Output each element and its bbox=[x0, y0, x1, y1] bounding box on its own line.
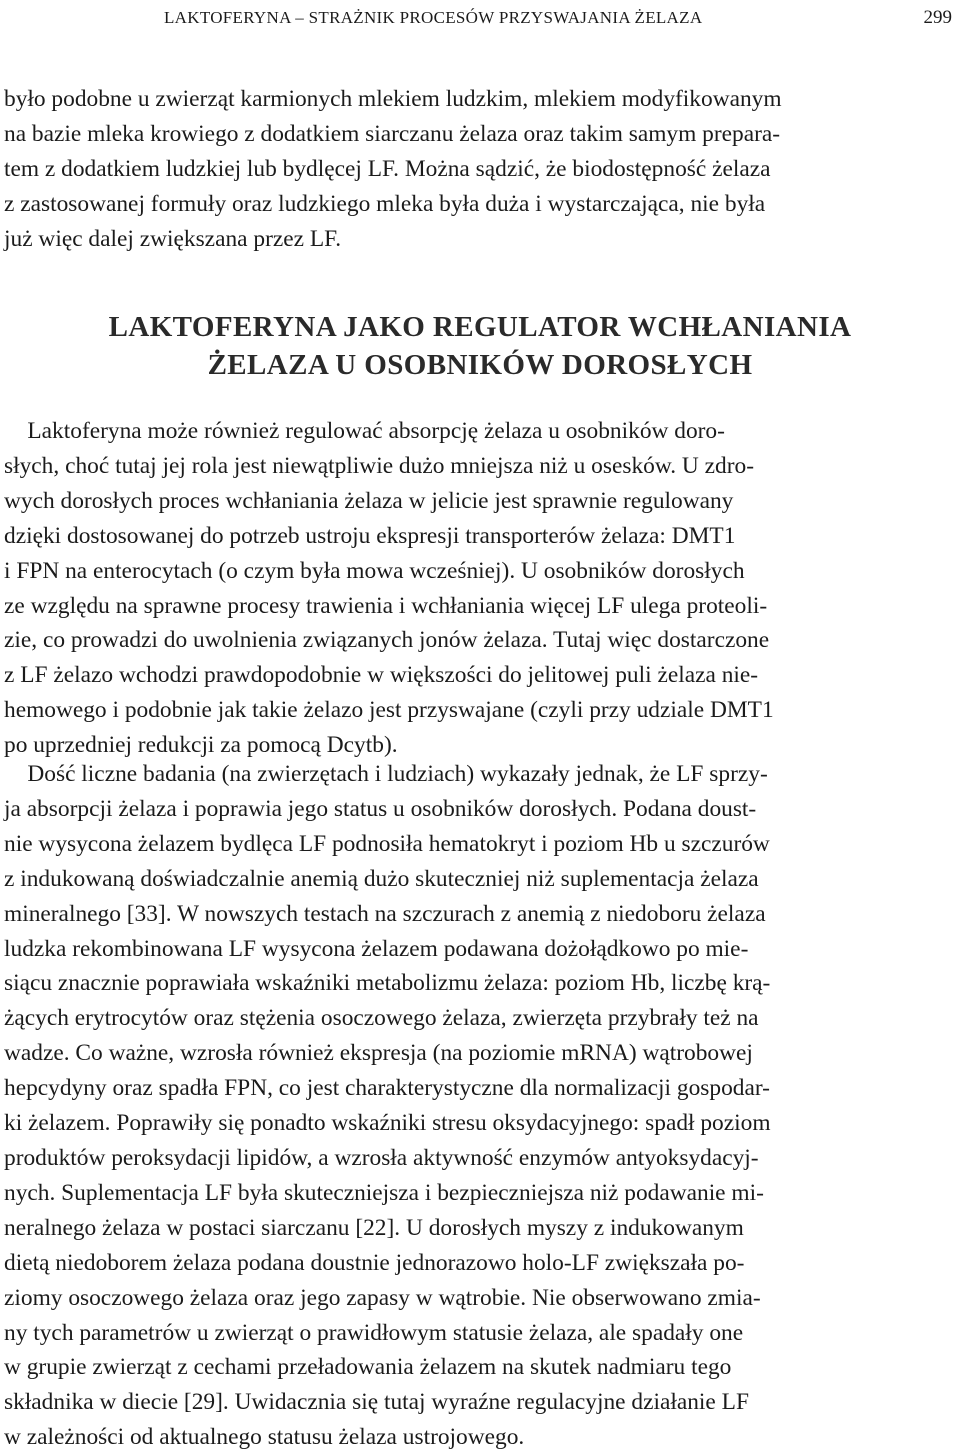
section-heading bbox=[0, 308, 960, 384]
page-number: 299 bbox=[923, 7, 952, 28]
running-header-title: LAKTOFERYNA – STRAŻNIK PROCESÓW PRZYSWAJANIA ŻELAZA bbox=[164, 8, 703, 27]
paragraph-1: Laktoferyna może również regulować absorpcję żelaza u osobników doro- słych, choć tutaj jej rola jest niewątpliwie dużo mniejsza niż u osesków. U zdro- wych dorosłych proces wchłaniania żelaza w jelicie jest sprawnie regulowany dzięki dostosowanej do potrzeb ustroju ekspresji transporterów żelaza: DMT1 i FPN na enterocytach (o czym była mowa wcześniej). U osobników dorosłych ze względu na sprawne procesy trawienia i wchłaniania więcej LF ulega proteoli- zie, co prowadzi do uwolnienia związanych jonów żelaza. Tutaj więc dostarczone z LF żelazo wchodzi prawdopodobnie w większości do jelitowej puli żelaza nie- hemowego i podobnie jak takie żelazo jest przyswajane (czyli przy udziale DMT1 po uprzedniej redukcji za pomocą Dcytb). bbox=[4, 418, 774, 759]
paragraph-continued: było podobne u zwierząt karmionych mlekiem ludzkim, mlekiem modyfikowanym na bazie mleka krowiego z dodatkiem siarczanu żelaza oraz takim samym prepara- tem z dodatkiem ludzkiej lub bydlęcej LF. Można sądzić, że biodostępność żelaza z zastosowanej formuły oraz ludzkiego mleka była duża i wystarczająca, nie była już więc dalej zwiększana przez LF. bbox=[4, 86, 782, 252]
section-heading-line-1: LAKTOFERYNA JAKO REGULATOR WCHŁANIANIA bbox=[108, 311, 852, 343]
section-heading-line-2: ŻELAZA U OSOBNIKÓW DOROSŁYCH bbox=[207, 349, 753, 381]
paragraph-2: Dość liczne badania (na zwierzętach i ludziach) wykazały jednak, że LF sprzy- ja absorpcji żelaza i poprawia jego status u osobników dorosłych. Podana doust- nie wysycona żelazem bydlęca LF podnosiła hematokryt i poziom Hb u szczurów z indukowaną doświadczalnie anemią dużo skuteczniej niż suplementacja żelaza mineralnego [33]. W nowszych testach na szczurach z anemią z niedoboru żelaza ludzka rekombinowana LF wysycona żelazem podawana dożołądkowo po mie- siącu znacznie poprawiała wskaźniki metabolizmu żelaza: poziom Hb, liczbę krą- żących erytrocytów oraz stężenia osoczowego żelaza, zwierzęta przybrały też na wadze. Co ważne, wzrosła również ekspresja (na poziomie mRNA) wątrobowej hepcydyny oraz spadła FPN, co jest charakterystyczne dla normalizacji gospodar- ki żelazem. Poprawiły się ponadto wskaźniki stresu oksydacyjnego: spadł poziom produktów peroksydacji lipidów, a wzrosła aktywność enzymów antyoksydacyj- nych. Suplementacja LF była skuteczniejsza i bezpieczniejsza niż podawanie mi- neralnego żelaza w postaci siarczanu [22]. U dorosłych myszy z indukowanym dietą niedoborem żelaza podana doustnie jednorazowo holo-LF zwiększała po- ziomy osoczowego żelaza oraz jego zapasy w wątrobie. Nie obserwowano zmia- ny tych parametrów u zwierząt o prawidłowym statusie żelaza, ale spadały one w grupie zwierząt z cechami przeładowania żelazem na skutek nadmiaru tego składnika w diecie [29]. Uwidacznia się tutaj wyraźne regulacyjne działanie LF w zależności od aktualnego statusu żelaza ustrojowego. bbox=[4, 761, 771, 1451]
